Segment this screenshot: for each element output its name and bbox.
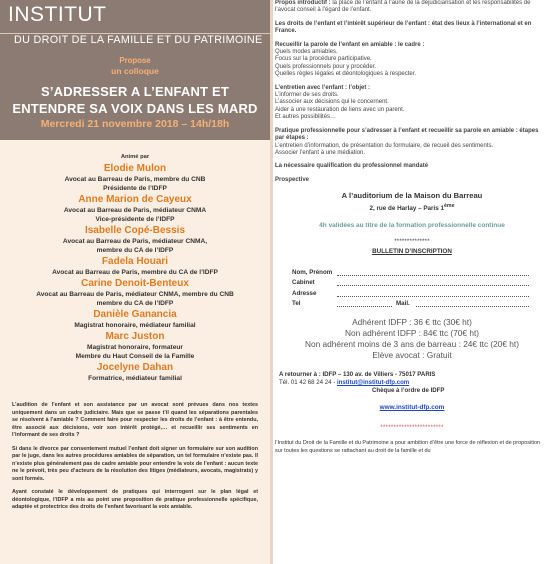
venue-address	[275, 203, 549, 212]
program-item	[275, 21, 549, 36]
event-title-line2: ENTENDRE SA VOIX DANS LES MARD	[12, 101, 258, 116]
column-divider	[270, 0, 273, 564]
event-title-line1: S’ADRESSER A L’ENFANT ET	[40, 84, 230, 99]
speaker-name: Carine Denoit-Benteux	[81, 278, 189, 289]
speaker-role: Présidente de l’IDFP	[103, 185, 167, 192]
speaker-item	[0, 362, 270, 383]
speaker-role: Avocat au Barreau de Paris, membre du CNB	[64, 176, 206, 183]
intro-paragraph: Ayant constaté le développement de pratiques qui interrogent sur le plan légal et déontologique, l’IDFP a mis au point une proposition de pratique professionnelle spécifique, adaptée et protectrice des droits de l’enfant favorisant la voix amiable.	[12, 489, 258, 510]
left-panel	[0, 0, 270, 564]
speaker-name: Elodie Mulon	[103, 163, 167, 174]
nom-label: Nom, Prénom	[292, 268, 333, 276]
speaker-role: Avocat au Barreau de Paris, membre du CA de l’IDFP	[52, 269, 218, 276]
intro-paragraph: Si dans le divorce par consentement mutuel l’enfant doit signer un formulaire sur son audition par le juge, dans les autres procédures amiables de séparation, un tel formulaire n’existe pas. Il n’existe plus généralement pas de cadre amiable pour entendre la voix de l’enfant : aucun texte ne le prévoit, très peu d’acteurs de la résolution des litiges (médiateurs, avocats, magistrats) y sont formés.	[12, 445, 258, 482]
program-section	[275, 0, 549, 184]
speaker-role: Vice-présidente de l’IDFP	[95, 216, 175, 223]
program-lines	[275, 143, 549, 158]
colloque-label: un colloque	[111, 66, 159, 76]
speaker-item	[0, 225, 270, 255]
adresse-field[interactable]	[337, 291, 529, 297]
price-line: Elève avocat : Gratuit	[372, 350, 452, 361]
program-heading: Prospective	[275, 176, 310, 183]
venue-name: A l’auditorium de la Maison du Barreau	[341, 191, 483, 201]
return-address-line	[279, 371, 549, 379]
mail-label: Mail.	[396, 300, 410, 308]
venue-address-text: 2, rue de Harlay – Paris 1	[369, 205, 445, 213]
speaker-name: Anne Marion de Cayeux	[78, 194, 192, 205]
program-item	[275, 42, 549, 79]
cabinet-label: Cabinet	[292, 279, 315, 287]
speaker-name: Marc Juston	[105, 331, 165, 342]
tel-label: Tel	[292, 300, 301, 308]
speaker-role: membre du CA de l’IDFP	[96, 300, 174, 307]
adresse-label: Adresse	[292, 289, 317, 297]
separator-stars-red: ************************	[380, 425, 444, 432]
speaker-item	[0, 163, 270, 193]
cabinet-field[interactable]	[337, 280, 529, 286]
price-line: Non adhérent moins de 3 ans de barreau : 24€ ttc (20€ ht)	[304, 339, 519, 350]
speaker-role: Avocat au Barreau de Paris, médiateur CNMA,	[62, 238, 208, 245]
footer-text: l’Institut du Droit de la Famille et du Patrimoine a pour ambition d’être une force de réflexion et de proposition sur toutes les questions se rattachant au droit de la famille et du	[275, 440, 541, 454]
speaker-item	[0, 278, 270, 308]
logo-subtitle: DU DROIT DE LA FAMILLE ET DU PATRIMOINE	[14, 34, 263, 46]
price-line: Non adhérent IDFP : 84€ ttc (70€ ht)	[344, 328, 480, 339]
program-line: Aider à une restauration de liens avec un parent.	[275, 106, 405, 113]
tel-field[interactable]	[337, 301, 392, 307]
program-line: Focus sur la procédure participative.	[275, 56, 372, 63]
speaker-name: Danièle Ganancia	[93, 309, 177, 320]
program-line: Associer l’enfant à une médiation.	[275, 149, 366, 156]
registration-form	[275, 265, 549, 307]
speaker-item	[0, 194, 270, 224]
form-row-cabinet	[292, 276, 549, 287]
right-panel	[275, 0, 549, 564]
price-list	[275, 317, 549, 361]
event-title	[0, 83, 270, 117]
program-item	[275, 163, 549, 170]
logo	[0, 0, 270, 55]
speaker-role: Avocat au Barreau de Paris, médiateur CNMA	[63, 207, 207, 214]
program-heading: La nécessaire qualification du professionnel mandaté	[275, 163, 429, 170]
speaker-name: Fadela Houari	[101, 256, 169, 267]
program-line: Quels modes amiables.	[275, 49, 338, 56]
speaker-name: Isabelle Copé-Bessis	[84, 225, 186, 236]
event-banner	[0, 55, 270, 140]
bulletin-title: BULLETIN D’INSCRIPTION	[372, 248, 452, 256]
program-line: L’associer aux décisions qui le concernent.	[275, 99, 389, 106]
logo-title: INSTITUT	[8, 3, 107, 26]
speaker-role: Formatrice, médiateur familial	[88, 375, 182, 382]
program-lines	[275, 92, 549, 122]
intro-text	[0, 402, 270, 512]
program-line: Quelles règles légales et déontologiques à respecter.	[275, 71, 417, 78]
anime-par-label: Animé par	[120, 154, 150, 160]
program-heading: Pratique professionnelle pour s’adresser à l’enfant et recueillir sa parole en amiable : étapes par étapes :	[275, 127, 539, 142]
speaker-role: membre du CA de l’IDFP	[96, 247, 174, 254]
speaker-role: Avocat au Barreau de Paris, médiateur CNMA, membre du CNB	[36, 291, 234, 298]
speakers-section	[0, 154, 270, 383]
speaker-item	[0, 256, 270, 277]
program-line: Et autres possibilités…	[275, 114, 337, 121]
mail-field[interactable]	[416, 301, 529, 307]
program-line: L’informer de ses droits.	[275, 92, 339, 99]
speaker-item	[0, 331, 270, 361]
formation-note: 4h validées au titre de la formation professionnelle continue	[319, 222, 505, 230]
speaker-list	[0, 163, 270, 383]
venue-address-sup: ème	[444, 203, 455, 210]
speaker-role: Magistrat honoraire, médiateur familial	[74, 322, 196, 329]
header	[0, 0, 270, 140]
return-address: IDFP – 130 av. de Villiers - 75017 PARIS	[320, 371, 436, 379]
form-row-adresse	[292, 286, 549, 297]
return-label: A retourner à :	[279, 371, 321, 379]
speaker-role: Magistrat honoraire, formateur	[87, 344, 183, 351]
program-item	[275, 0, 549, 15]
program-heading: Les droits de l’enfant et l’intérêt supérieur de l’enfant : état des lieux à l’international et en France.	[275, 20, 532, 35]
program-lines	[275, 49, 549, 79]
program-item	[275, 177, 549, 184]
program-line: L’entretien d’information, de présentation du formulaire, de recueil des sentiments.	[275, 142, 494, 149]
program-item	[275, 85, 549, 122]
separator-stars: **************	[394, 239, 430, 246]
return-tel: Tél. 01 42 68 24 24 -	[279, 379, 337, 387]
program-text: la place de l’enfant à l’aune de la déjudiciarisation et les responsabilités de l’avocat conseil à l’égard de l’enfant.	[275, 0, 531, 14]
form-row-nom	[292, 265, 549, 276]
speaker-item	[0, 309, 270, 330]
email-link[interactable]: institut@institut-dfp.com	[336, 379, 410, 387]
propose-label: Propose	[119, 56, 151, 65]
form-row-tel-mail	[292, 297, 549, 308]
event-date: Mercredi 21 novembre 2018 – 14h/18h	[40, 118, 230, 130]
speaker-role: Membre du Haut Conseil de la Famille	[75, 353, 195, 360]
return-contact-line	[279, 379, 549, 387]
price-line: Adhérent IDFP : 36 € ttc (30€ ht)	[352, 317, 472, 328]
cheque-note: Chèque à l’ordre de IDFP	[372, 387, 445, 395]
program-line: Quels professionnels pour y procéder.	[275, 63, 377, 70]
venue-section	[275, 191, 549, 255]
speaker-name: Jocelyne Dahan	[96, 362, 174, 373]
program-heading: L’entretien avec l’enfant : l’objet :	[275, 84, 371, 91]
nom-field[interactable]	[337, 270, 529, 276]
program-item	[275, 128, 549, 158]
program-heading: Propos introductif :	[275, 0, 331, 6]
program-heading: Recueillir la parole de l’enfant en amiable : le cadre :	[275, 41, 425, 48]
intro-paragraph: L’audition de l’enfant et son assistance par un avocat sont prévues dans nos textes uniquement dans un cadre judiciaire. Mais que se passe t’il quand les séparations parentales se résolvent à l’amiable ? Comment faire pour respecter les droits de l’enfant : à être entendu, être associé aux décisions, voir son intérêt protégé,… et recueillir ses sentiments en l’informant de ses droits ?	[12, 402, 258, 438]
return-info	[275, 371, 549, 395]
website-link[interactable]: www.institut-dfp.com	[379, 404, 445, 412]
